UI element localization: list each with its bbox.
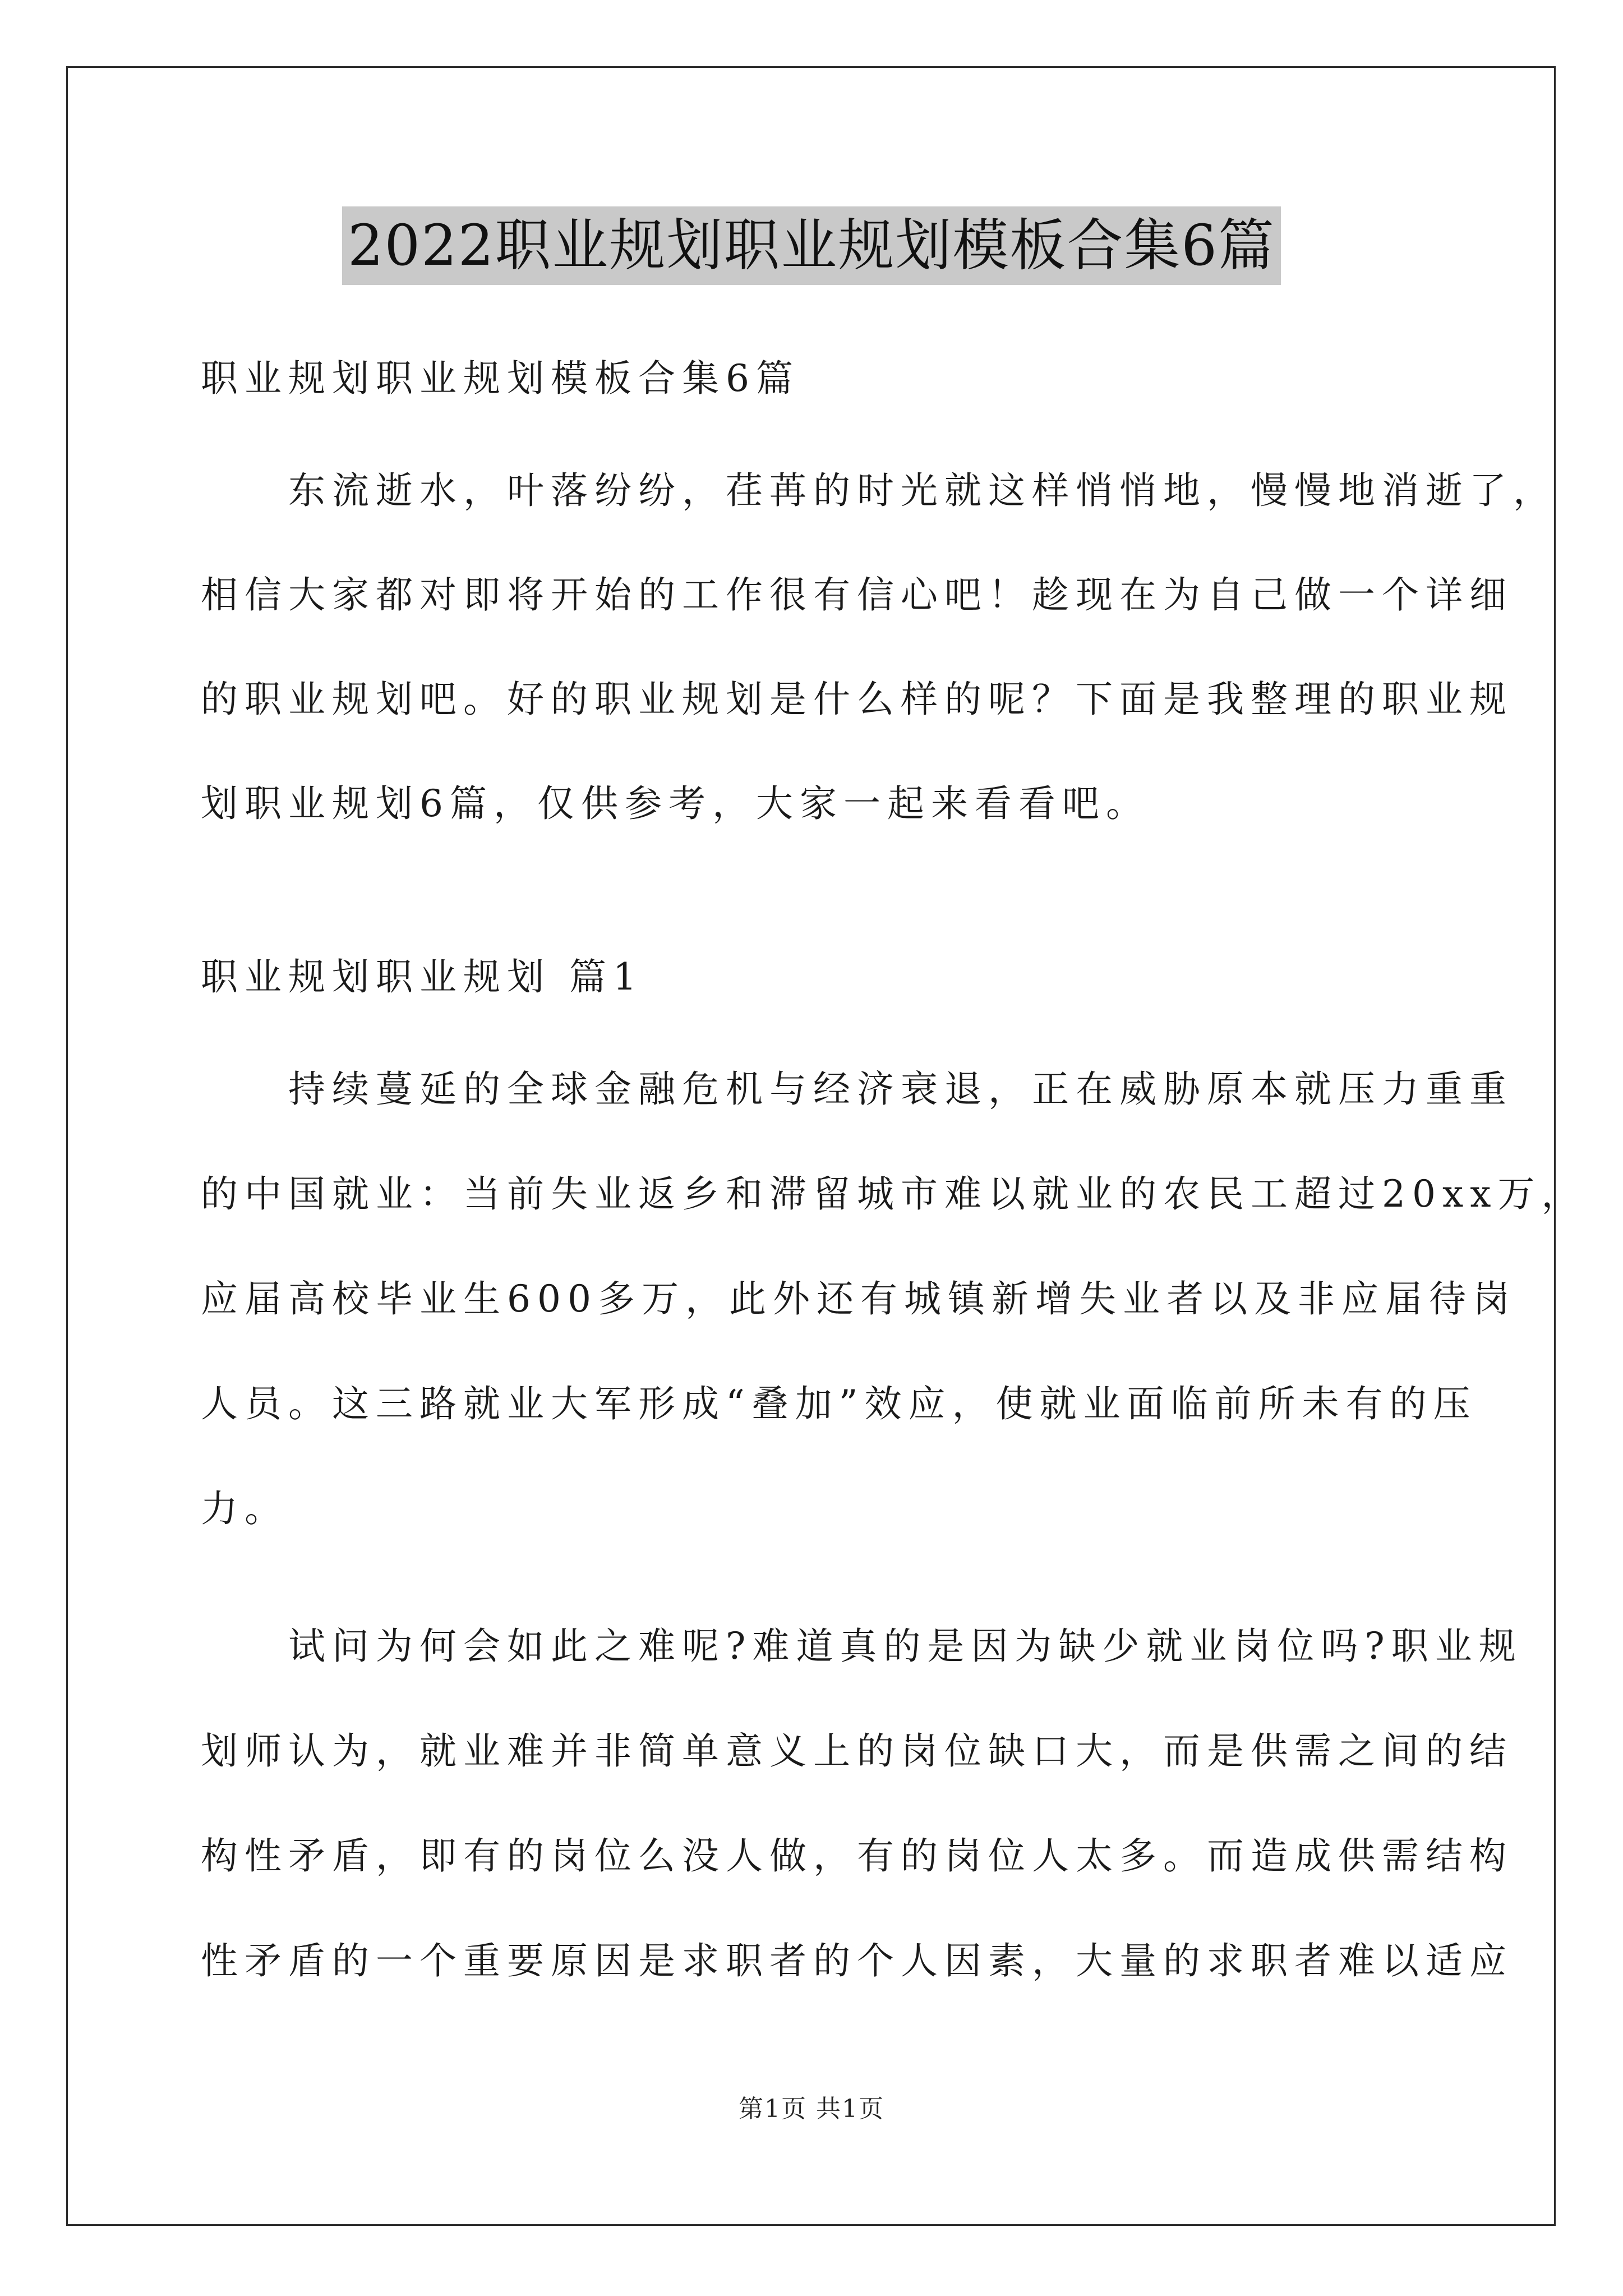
section-heading: 职业规划职业规划 篇1	[201, 955, 643, 999]
intro-line: 划职业规划6篇，仅供参考，大家一起来看看吧。	[201, 782, 1150, 825]
intro-line: 相信大家都对即将开始的工作很有信心吧！趁现在为自己做一个详细	[201, 573, 1513, 616]
paragraph-line: 应届高校毕业生600多万，此外还有城镇新增失业者以及非应届待岗	[201, 1277, 1516, 1320]
paragraph-line: 划师认为，就业难并非简单意义上的岗位缺口大，而是供需之间的结	[201, 1729, 1513, 1773]
paragraph-line: 构性矛盾，即有的岗位么没人做，有的岗位人太多。而造成供需结构	[201, 1834, 1513, 1878]
paragraph-line: 的中国就业：当前失业返乡和滞留城市难以就业的农民工超过20xx万，	[201, 1172, 1585, 1216]
title-container	[0, 206, 1623, 285]
paragraph-line: 性矛盾的一个重要原因是求职者的个人因素，大量的求职者难以适应	[201, 1939, 1513, 1982]
paragraph-line: 试问为何会如此之难呢?难道真的是因为缺少就业岗位吗?职业规	[201, 1625, 1523, 1668]
document-subtitle: 职业规划职业规划模板合集6篇	[201, 357, 800, 400]
paragraph-line: 人员。这三路就业大军形成“叠加”效应，使就业面临前所未有的压	[201, 1382, 1477, 1425]
paragraph-line: 持续蔓延的全球金融危机与经济衰退，正在威胁原本就压力重重	[201, 1068, 1513, 1111]
intro-line: 的职业规划吧。好的职业规划是什么样的呢？下面是我整理的职业规	[201, 678, 1513, 721]
intro-line: 东流逝水，叶落纷纷，荏苒的时光就这样悄悄地，慢慢地消逝了，	[201, 469, 1557, 512]
paragraph-line: 力。	[201, 1487, 288, 1530]
page-footer: 第1页 共1页	[739, 2095, 884, 2123]
document-title: 2022职业规划职业规划模板合集6篇	[342, 206, 1281, 285]
